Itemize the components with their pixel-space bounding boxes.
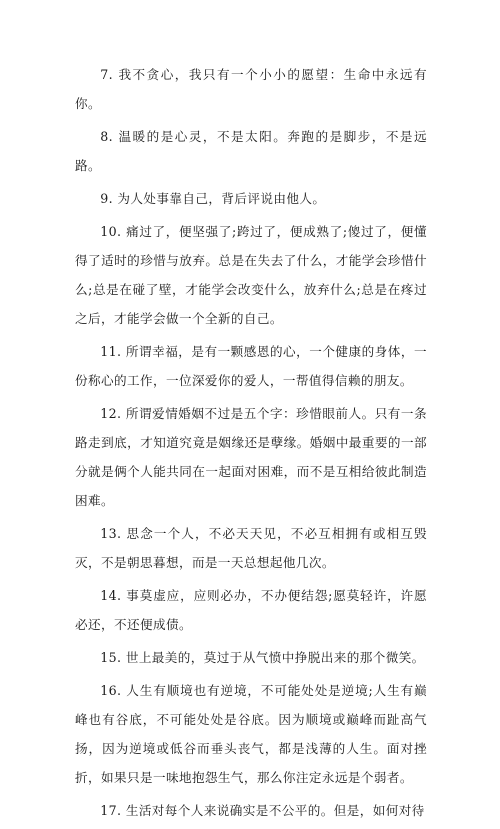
paragraph-10: 10. 痛过了，便坚强了;跨过了，便成熟了;傻过了，便懂得了适时的珍惜与放弃。总是在失去了什么，才能学会珍惜什么;总是在碰了壁，才能学会改变什么，放弃什么;总是在疼过之后，才能学会做一个全新的自己。: [75, 224, 427, 326]
paragraph-9: 9. 为人处事靠自己，背后评说由他人。: [100, 191, 326, 206]
paragraph-11: 11. 所谓幸福，是有一颗感恩的心，一个健康的身体，一份称心的工作，一位深爱你的爱人，一帮值得信赖的朋友。: [75, 344, 427, 388]
document-body: [75, 60, 427, 829]
paragraph-16: 16. 人生有顺境也有逆境，不可能处处是逆境;人生有巅峰也有谷底，不可能处处是谷底。因为顺境或巅峰而趾高气扬，因为逆境或低谷而垂头丧气，都是浅薄的人生。面对挫折，如果只是一味地抱怨生气，那么你注定永远是个弱者。: [75, 683, 427, 785]
paragraph-8: 8. 温暖的是心灵，不是太阳。奔跑的是脚步，不是远路。: [75, 129, 427, 173]
paragraph-13: 13. 思念一个人，不必天天见，不必互相拥有或相互毁灭，不是朝思暮想，而是一天总想起他几次。: [75, 526, 427, 570]
paragraph-15: 15. 世上最美的，莫过于从气愤中挣脱出来的那个微笑。: [100, 650, 425, 665]
paragraph-14: 14. 事莫虚应，应则必办，不办便结怨;愿莫轻许，许愿必还，不还便成债。: [75, 588, 427, 632]
paragraph-17: 17. 生活对每个人来说确实是不公平的。但是，如何对待: [100, 803, 425, 818]
paragraph-12: 12. 所谓爱情婚姻不过是五个字：珍惜眼前人。只有一条路走到底，才知道究竟是姻缘还是孽缘。婚姻中最重要的一部分就是俩个人能共同在一起面对困难，而不是互相给彼此制造困难。: [75, 406, 427, 508]
paragraph-7: 7. 我不贪心，我只有一个小小的愿望：生命中永远有你。: [75, 67, 427, 111]
